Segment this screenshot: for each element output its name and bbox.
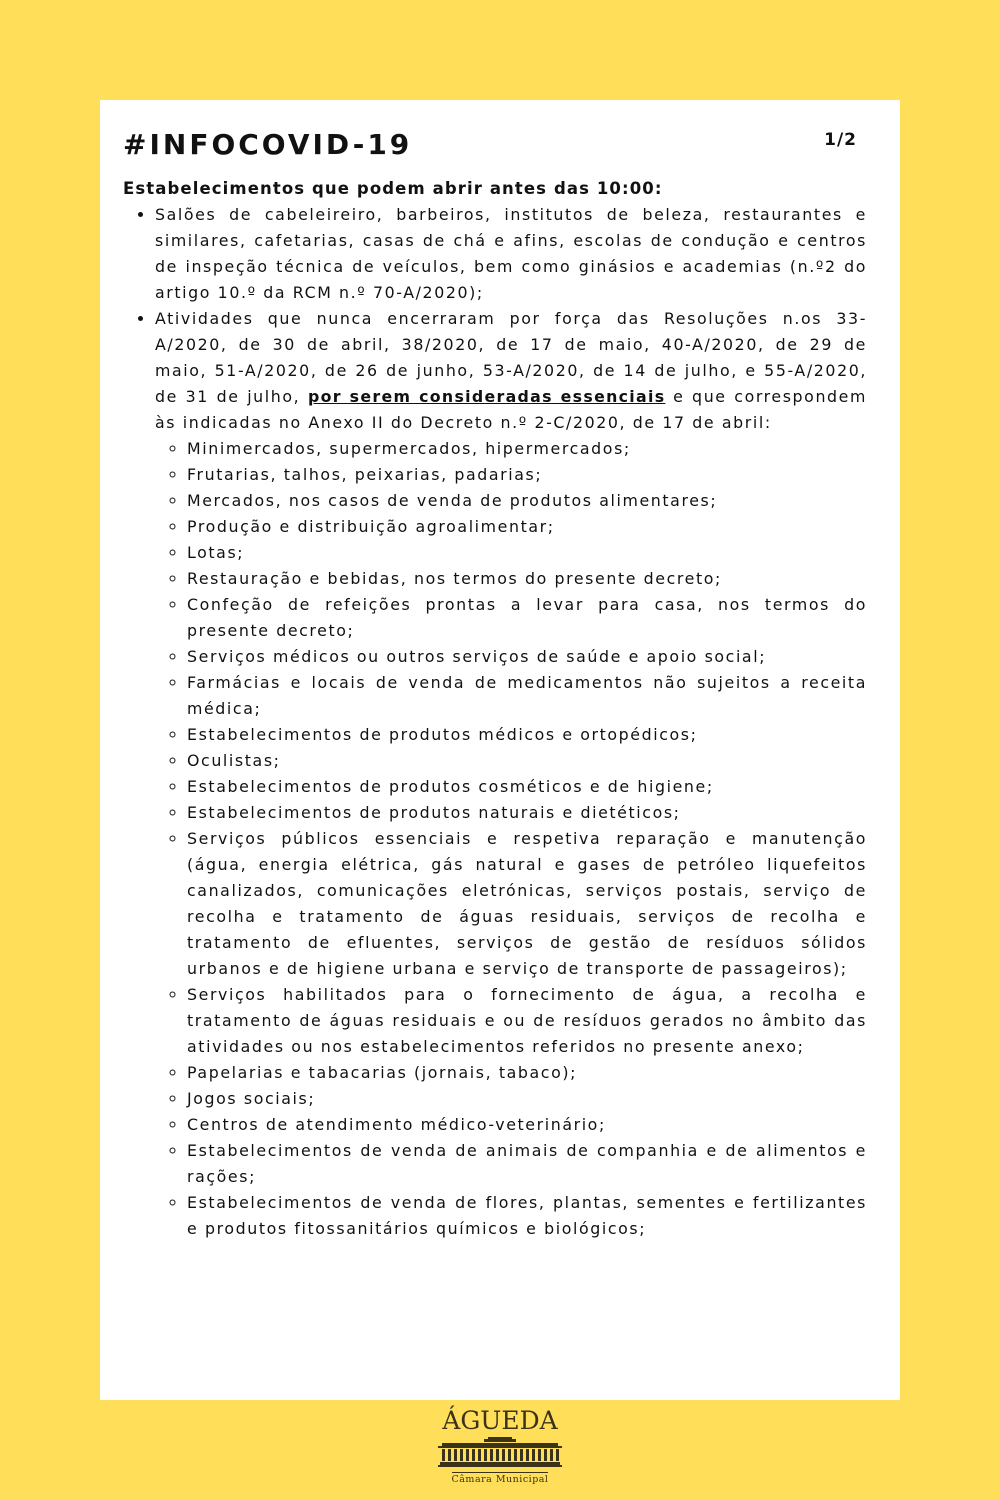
- logo-subtitle: Câmara Municipal: [451, 1474, 549, 1485]
- sub-list-item: ◦ Mercados, nos casos de venda de produtos alimentares;: [187, 488, 867, 514]
- header: [123, 126, 867, 176]
- page-number: 1/2: [824, 130, 857, 150]
- sub-list-item: ◦ Centros de atendimento médico-veterinário;: [187, 1112, 867, 1138]
- sub-list-item: ◦ Estabelecimentos de produtos naturais e dietéticos;: [187, 800, 867, 826]
- sub-list-item: ◦ Minimercados, supermercados, hipermercados;: [187, 436, 867, 462]
- sub-list-item: ◦ Produção e distribuição agroalimentar;: [187, 514, 867, 540]
- page-title: #INFOCOVID-19: [123, 128, 413, 161]
- sub-list-item: ◦ Serviços públicos essenciais e respetiva reparação e manutenção (água, energia elétrica, gás natural e gases de petróleo liquefeitos canalizados, comunicações eletrónicas, serviços postais, serviço de recolha e tratamento de águas residuais, serviços de recolha e tratamento de efluentes, serviços de gestão de resíduos sólidos urbanos e de higiene urbana e serviço de transporte de passageiros);: [187, 826, 867, 982]
- sub-list-item: ◦ Estabelecimentos de produtos cosméticos e de higiene;: [187, 774, 867, 800]
- essential-activities-list: [155, 436, 867, 1242]
- list-item: [155, 202, 867, 306]
- agueda-logo: [435, 1406, 565, 1494]
- sub-list-item: ◦ Farmácias e locais de venda de medicamentos não sujeitos a receita médica;: [187, 670, 867, 722]
- establishment-list: [123, 202, 867, 1242]
- sub-list-item: ◦ Frutarias, talhos, peixarias, padarias;: [187, 462, 867, 488]
- sub-list-item: ◦ Lotas;: [187, 540, 867, 566]
- sub-list-item: ◦ Confeção de refeições prontas a levar para casa, nos termos do presente decreto;: [187, 592, 867, 644]
- content-card: [100, 100, 900, 1400]
- sub-list-item: ◦ Serviços médicos ou outros serviços de saúde e apoio social;: [187, 644, 867, 670]
- municipal-building-icon: [438, 1437, 562, 1467]
- sub-list-item: ◦ Serviços habilitados para o fornecimento de água, a recolha e tratamento de águas residuais e ou de resíduos gerados no âmbito das atividades ou nos estabelecimentos referidos no presente anexo;: [187, 982, 867, 1060]
- list-item-text: e que correspondem às indicadas no Anexo II do Decreto n.º 2-C/2020, de 17 de abril:: [155, 387, 867, 432]
- sub-list-item: ◦ Estabelecimentos de venda de animais de companhia e de alimentos e rações;: [187, 1138, 867, 1190]
- sub-list-item: ◦ Restauração e bebidas, nos termos do presente decreto;: [187, 566, 867, 592]
- logo-name: ÁGUEDA: [442, 1406, 558, 1435]
- sub-list-item: ◦ Estabelecimentos de produtos médicos e ortopédicos;: [187, 722, 867, 748]
- section-heading: Estabelecimentos que podem abrir antes das 10:00:: [123, 179, 663, 198]
- sub-list-item: ◦ Jogos sociais;: [187, 1086, 867, 1112]
- sub-list-item: ◦ Estabelecimentos de venda de flores, plantas, sementes e fertilizantes e produtos fitossanitários químicos e biológicos;: [187, 1190, 867, 1242]
- sub-list-item: ◦ Papelarias e tabacarias (jornais, tabaco);: [187, 1060, 867, 1086]
- list-item: [155, 306, 867, 1242]
- sub-list-item: ◦ Oculistas;: [187, 748, 867, 774]
- emphasis-text: por serem consideradas essenciais: [307, 387, 666, 406]
- list-item-text: Atividades que nunca encerraram por força das Resoluções n.os 33-A/2020, de 30 de abril, 38/2020, de 17 de maio, 40-A/2020, de 29 de maio, 51-A/2020, de 26 de junho, 53-A/2020, de 14 de julho, e 55-A/2020, de 31 de julho,: [155, 309, 867, 406]
- list-item-text: Salões de cabeleireiro, barbeiros, institutos de beleza, restaurantes e similares, cafetarias, casas de chá e afins, escolas de condução e centros de inspeção técnica de veículos, bem como ginásios e academias (n.º2 do artigo 10.º da RCM n.º 70-A/2020);: [155, 205, 867, 302]
